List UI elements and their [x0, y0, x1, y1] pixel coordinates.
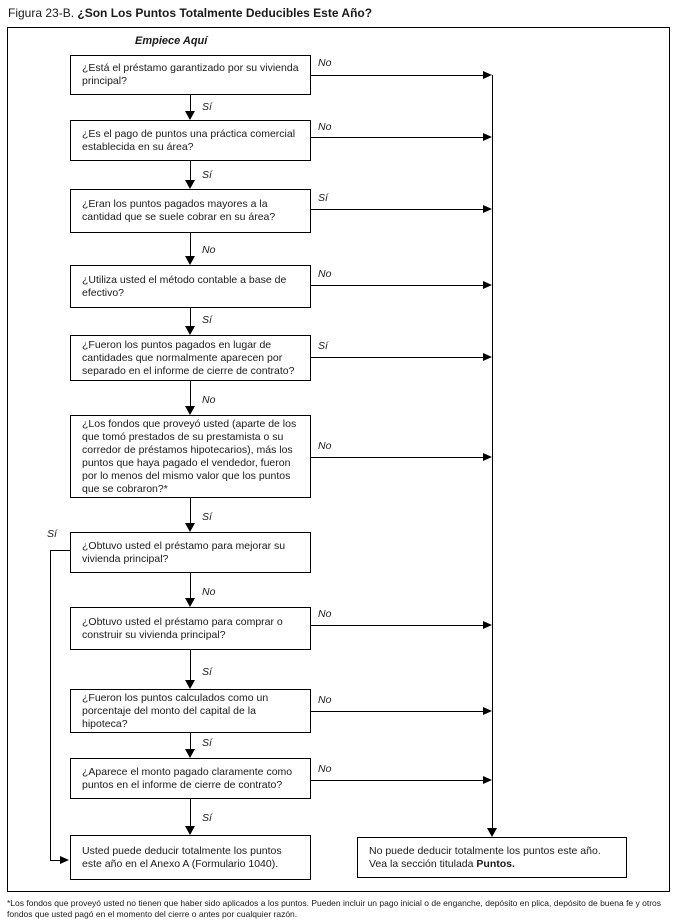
branch-arrowhead-3-icon	[483, 205, 492, 213]
flow-arrowhead-8-icon	[185, 680, 195, 689]
branch-line-8	[311, 625, 484, 626]
flow-line-10	[190, 799, 191, 826]
question-box-2	[70, 120, 311, 161]
question-text-9: ¿Fueron los puntos calculados como un porcentaje del monto del capital de la hipoteca?	[82, 691, 269, 730]
flow-arrowhead-9-icon	[185, 749, 195, 758]
branch-label-5: Sí	[318, 340, 328, 352]
question-box-10	[70, 758, 311, 799]
question-text-8: ¿Obtuvo usted el préstamo para comprar o construir su vivienda principal?	[82, 615, 283, 641]
question-text-7: ¿Obtuvo usted el préstamo para mejorar su vivienda principal?	[82, 539, 286, 565]
flow-label-2: Sí	[202, 169, 212, 181]
question-text-1: ¿Está el préstamo garantizado por su vivienda principal?	[82, 62, 299, 87]
branch-line-7-out	[50, 550, 70, 551]
flow-arrowhead-10-icon	[185, 826, 195, 835]
flow-arrowhead-7-icon	[185, 598, 195, 607]
question-box-1	[70, 55, 311, 95]
flow-arrowhead-4-icon	[185, 326, 195, 335]
result-box-not-deductible	[357, 837, 627, 878]
flow-arrowhead-5-icon	[185, 406, 195, 415]
collector-line	[492, 75, 493, 828]
branch-arrowhead-6-icon	[483, 453, 492, 461]
branch-label-2: No	[318, 121, 332, 133]
question-text-6: ¿Los fondos que proveyó usted (aparte de los que tomó prestados de su prestamista o su corredor de préstamos hipotecarios), más los puntos que haya pagado el vendedor, fueron por lo menos del mismo valor que los puntos que se cobraron?*	[82, 417, 297, 495]
branch-arrowhead-1-icon	[483, 71, 492, 79]
flow-line-6	[190, 498, 191, 523]
figure-title-text: ¿Son Los Puntos Totalmente Deducibles Este Año?	[77, 6, 373, 20]
flow-line-3	[190, 233, 191, 256]
flow-line-8	[190, 650, 191, 680]
branch-line-6	[311, 457, 484, 458]
flow-label-6: Sí	[202, 511, 212, 523]
result-not-deductible-line2	[369, 858, 618, 871]
branch-line-10	[311, 780, 484, 781]
branch-line-1	[311, 75, 484, 76]
flow-line-9	[190, 733, 191, 749]
branch-arrowhead-8-icon	[483, 621, 492, 629]
flow-arrowhead-1-icon	[185, 111, 195, 120]
flow-line-1	[190, 95, 191, 112]
question-box-9	[70, 689, 311, 733]
flow-line-7	[190, 573, 191, 598]
collector-arrowhead-down-icon	[487, 828, 497, 837]
flow-label-9: Sí	[202, 737, 212, 749]
question-box-6	[70, 415, 311, 498]
branch-label-1: No	[318, 57, 332, 69]
result-not-deductible-bold: Puntos.	[476, 857, 515, 870]
flow-label-10: Sí	[202, 812, 212, 824]
figure-title	[8, 6, 372, 20]
question-text-3: ¿Eran los puntos pagados mayores a la cantidad que se suele cobrar en su área?	[82, 198, 276, 223]
branch-label-6: No	[318, 440, 332, 452]
branch-label-9: No	[318, 694, 332, 706]
flow-label-7: No	[202, 586, 216, 598]
branch-line-7-down	[50, 550, 51, 861]
question-box-3	[70, 189, 311, 233]
question-box-8	[70, 607, 311, 650]
branch-arrowhead-5-icon	[483, 353, 492, 361]
branch-label-8: No	[318, 608, 332, 620]
question-box-4	[70, 265, 311, 308]
question-text-5: ¿Fueron los puntos pagados en lugar de cantidades que normalmente aparecen por separado en el informe de cierre de contrato?	[82, 338, 295, 377]
flow-label-3: No	[202, 244, 216, 256]
flow-line-4	[190, 308, 191, 326]
question-text-4: ¿Utiliza usted el método contable a base de efectivo?	[82, 273, 287, 299]
branch-line-5	[311, 357, 484, 358]
flow-arrowhead-3-icon	[185, 256, 195, 265]
branch-label-10: No	[318, 763, 332, 775]
footnote: *Los fondos que proveyó usted no tienen que haber sido aplicados a los puntos. Pueden incluir un pago inicial o de enganche, depósito en plica, depósito de buena fe y otros fondos que usted pagó en el momento del cierre o antes por cualquier razón.	[7, 898, 662, 919]
flow-label-1: Sí	[202, 101, 212, 113]
branch-line-4	[311, 285, 484, 286]
flow-line-2	[190, 161, 191, 181]
branch-arrowhead-9-icon	[483, 707, 492, 715]
question-text-2: ¿Es el pago de puntos una práctica comercial establecida en su área?	[82, 127, 296, 153]
flow-label-8: Sí	[202, 666, 212, 678]
result-not-deductible-prefix: Vea la sección titulada	[369, 857, 477, 870]
branch-arrowhead-10-icon	[483, 776, 492, 784]
start-here-label: Empiece Aquí	[135, 35, 208, 47]
branch-label-7: Sí	[47, 528, 57, 540]
flow-arrowhead-6-icon	[185, 523, 195, 532]
flow-line-5	[190, 381, 191, 406]
result-box-deductible	[70, 835, 311, 880]
branch-line-2	[311, 137, 484, 138]
flow-arrowhead-2-icon	[185, 180, 195, 189]
branch-label-4: No	[318, 268, 332, 280]
branch-line-9	[311, 711, 484, 712]
question-box-7	[70, 532, 311, 573]
question-box-5	[70, 335, 311, 381]
flow-label-5: No	[202, 394, 216, 406]
figure-label: Figura 23-B.	[8, 6, 75, 20]
branch-arrowhead-2-icon	[483, 133, 492, 141]
flow-label-4: Sí	[202, 314, 212, 326]
branch-line-3	[311, 209, 484, 210]
result-not-deductible-line1: No puede deducir totalmente los puntos este año.	[369, 844, 601, 857]
branch-label-3: Sí	[318, 192, 328, 204]
branch-arrowhead-4-icon	[483, 281, 492, 289]
branch-arrowhead-7-icon	[60, 856, 69, 864]
result-deductible-text: Usted puede deducir totalmente los puntos este año en el Anexo A (Formulario 1040).	[82, 844, 282, 870]
question-text-10: ¿Aparece el monto pagado claramente como puntos en el informe de cierre de contrato?	[82, 765, 293, 791]
